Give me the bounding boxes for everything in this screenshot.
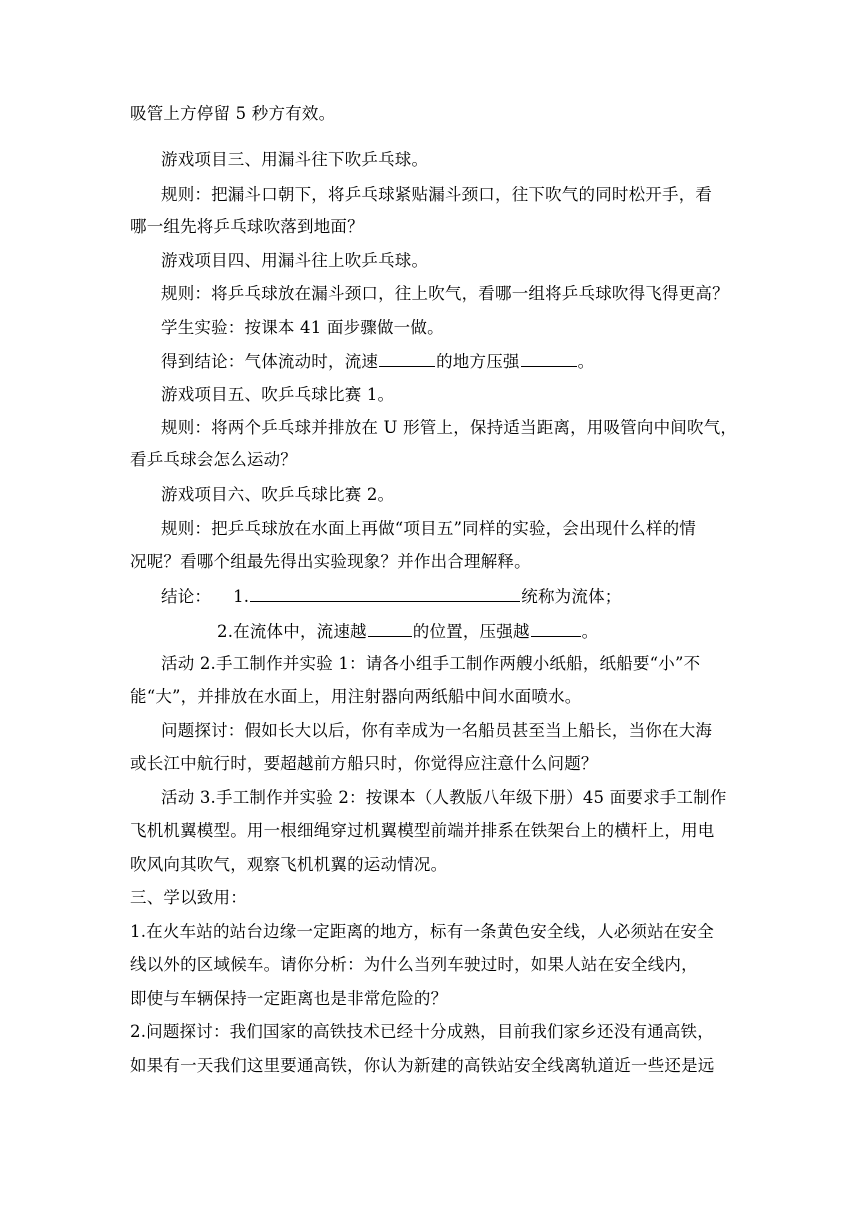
conclusion-1-line (161, 348, 771, 374)
game-item-3-heading: 游戏项目三、用漏斗往下吹乒乓球。 (161, 150, 429, 169)
question-1-line-1: 1.在火车站的站台边缘一定距离的地方，标有一条黄色安全线，人必须站在安全 (130, 922, 714, 941)
question-1-line-3: 即使与车辆保持一定距离也是非常危险的？ (130, 989, 448, 1008)
conclusion-1-text-b: 的地方压强 (436, 352, 520, 371)
fill-blank[interactable] (531, 618, 581, 637)
question-1-line-2: 线以外的区域候车。请你分析：为什么当列车驶过时，如果人站在安全线内， (130, 955, 698, 974)
question-2-line-2: 如果有一天我们这里要通高铁，你认为新建的高铁站安全线离轨道近一些还是远 (130, 1056, 715, 1075)
discussion-line-2: 或长江中航行时，要超越前方船只时，你觉得应注意什么问题？ (130, 754, 598, 773)
section-3-heading: 三、学以致用： (130, 888, 247, 907)
rule-3-line-1: 规则：把漏斗口朝下，将乒乓球紧贴漏斗颈口，往下吹气的同时松开手，看 (161, 185, 713, 204)
conclusion-2-item-2-text-c: 。 (581, 622, 599, 641)
fill-blank[interactable] (368, 618, 412, 637)
activity-3-line-1: 活动 3.手工制作并实验 2：按课本（人教版八年级下册）45 面要求手工制作 (161, 788, 727, 807)
student-experiment-line: 学生实验：按课本 41 面步骤做一做。 (161, 318, 444, 337)
game-item-5-heading: 游戏项目五、吹乒乓球比赛 1。 (161, 385, 395, 404)
conclusion-2-line-1 (161, 583, 771, 609)
conclusion-2-item-1-text: 统称为流体； (521, 587, 622, 606)
rule-5-line-2: 看乒乓球会怎么运动？ (130, 450, 297, 469)
activity-3-line-2: 飞机机翼模型。用一根细绳穿过机翼模型前端并排系在铁架台上的横杆上，用电 (130, 821, 715, 840)
question-2-line-1: 2.问题探讨：我们国家的高铁技术已经十分成熟，目前我们家乡还没有通高铁， (130, 1022, 714, 1041)
fill-blank[interactable] (250, 583, 520, 602)
activity-2-line-2: 能“大”，并排放在水面上，用注射器向两纸船中间水面喷水。 (130, 687, 582, 706)
conclusion-2-line-2 (217, 618, 827, 644)
rule-6-line-1: 规则：把乒乓球放在水面上再做“项目五”同样的实验，会出现什么样的情 (161, 519, 696, 538)
conclusion-2-item-1-number: 1. (233, 587, 250, 606)
conclusion-1-text-c: 。 (577, 352, 595, 371)
rule-3-line-2: 哪一组先将乒乓球吹落到地面？ (130, 217, 364, 236)
conclusion-2-item-2-text-a: 2.在流体中，流速越 (217, 622, 367, 641)
game-item-4-heading: 游戏项目四、用漏斗往上吹乒乓球。 (161, 251, 429, 270)
conclusion-1-text-a: 得到结论：气体流动时，流速 (161, 352, 379, 371)
paragraph-line: 吸管上方停留 5 秒方有效。 (130, 104, 336, 123)
activity-2-line-1: 活动 2.手工制作并实验 1：请各小组手工制作两艘小纸船，纸船要“小”不 (161, 654, 701, 673)
game-item-6-heading: 游戏项目六、吹乒乓球比赛 2。 (161, 485, 395, 504)
rule-6-line-2: 况呢？看哪个组最先得出实验现象？并作出合理解释。 (130, 552, 531, 571)
rule-4-line: 规则：将乒乓球放在漏斗颈口，往上吹气，看哪一组将乒乓球吹得飞得更高？ (161, 284, 729, 303)
conclusion-2-item-2-text-b: 的位置，压强越 (412, 622, 530, 641)
discussion-line-1: 问题探讨：假如长大以后，你有幸成为一名船员甚至当上船长，当你在大海 (161, 721, 713, 740)
fill-blank[interactable] (521, 348, 577, 367)
activity-3-line-3: 吹风向其吹气，观察飞机机翼的运动情况。 (130, 855, 448, 874)
fill-blank[interactable] (379, 348, 435, 367)
rule-5-line-1: 规则：将两个乒乓球并排放在 U 形管上，保持适当距离，用吸管向中间吹气， (161, 418, 738, 437)
conclusion-2-label: 结论： (161, 587, 212, 606)
